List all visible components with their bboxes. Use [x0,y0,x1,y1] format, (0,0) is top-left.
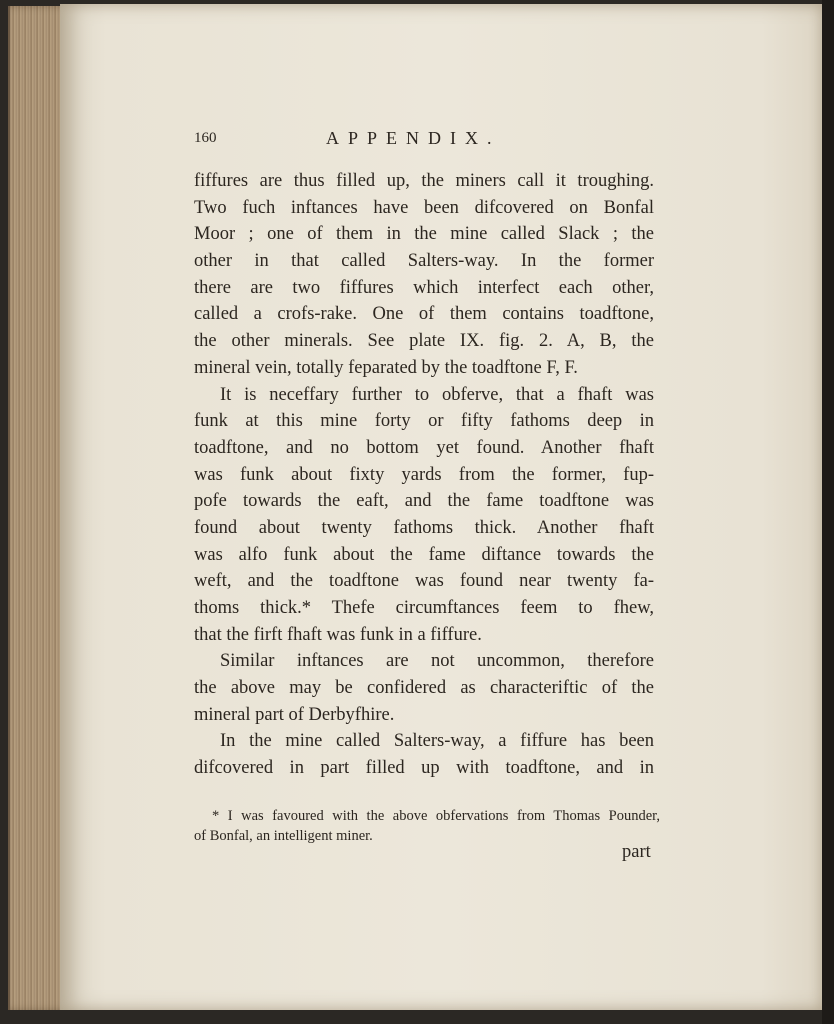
text-line: pofe towards the eaft, and the fame toadftone was [194,491,654,512]
body-text [194,168,654,782]
text-line: mineral part of Derbyfhire. [194,704,395,725]
text-line: called a crofs-rake. One of them contains toadftone, [194,304,654,325]
scan-border [822,0,834,1024]
text-line: the other minerals. See plate IX. fig. 2. A, B, the [194,331,654,352]
text-line: Moor ; one of them in the mine called Slack ; the [194,224,654,245]
text-line: fiffures are thus filled up, the miners call it troughing. [194,171,654,191]
page-text [194,120,654,782]
text-line: other in that called Salters-way. In the former [194,251,654,272]
text-line: was funk about fixty yards from the former, fup- [194,464,654,485]
catchword: part [622,842,651,862]
footnote-line: of Bonfal, an intelligent miner. [194,828,373,844]
text-line: mineral vein, totally feparated by the toadftone F, F. [194,357,578,378]
text-line: funk at this mine forty or fifty fathoms deep in [194,411,654,432]
text-line: that the firft fhaft was funk in a fiffure. [194,624,482,645]
footnote [194,806,660,846]
text-line: thoms thick.* Thefe circumftances feem to fhew, [194,598,654,618]
text-line: there are two fiffures which interfect each other, [194,277,654,298]
text-line: difcovered in part filled up with toadftone, and in [194,758,654,779]
text-line: Similar inftances are not uncommon, therefore [220,651,654,672]
running-head [194,120,654,150]
text-line: weft, and the toadftone was found near twenty fa- [194,571,654,592]
text-line: It is neceffary further to obferve, that a fhaft was [220,384,654,405]
text-line: toadftone, and no bottom yet found. Another fhaft [194,437,654,458]
text-line: In the mine called Salters-way, a fiffure has been [220,731,654,752]
text-line: Two fuch inftances have been difcovered on Bonfal [194,197,654,218]
text-line: was alfo funk about the fame diftance towards the [194,544,654,565]
page-title: APPENDIX. [326,128,501,148]
text-line: found about twenty fathoms thick. Another fhaft [194,517,654,538]
footnote-line: * I was favoured with the above obfervations from Thomas Pounder, [212,808,660,824]
page-number: 160 [194,130,217,146]
text-line: the above may be confidered as characteriftic of the [194,678,654,699]
